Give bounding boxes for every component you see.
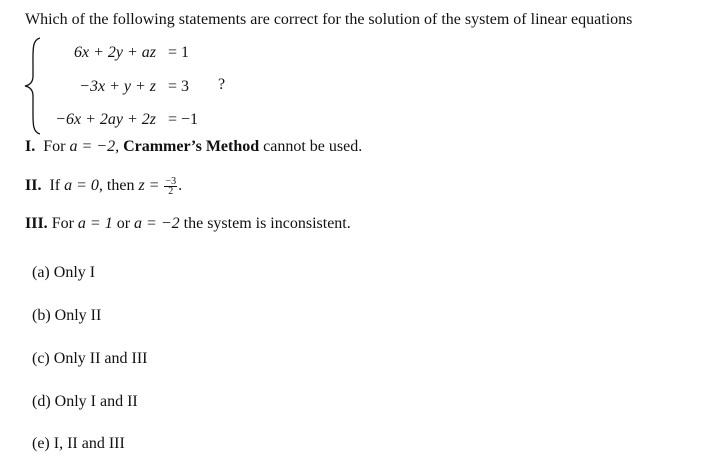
option-b[interactable] (32, 307, 101, 325)
statement-3 (25, 215, 351, 233)
option-c-letter: (c) (32, 350, 50, 367)
option-c-text: Only II and III (53, 350, 148, 367)
statement-3-mid: or (116, 215, 131, 232)
statement-2-math-a: a = 0 (64, 177, 99, 195)
statement-1-label: I. (25, 138, 36, 155)
statement-1-math: a = −2, (69, 138, 120, 155)
option-e-letter: (e) (32, 435, 50, 452)
option-d[interactable] (32, 393, 138, 411)
statement-3-math-a1: a = 1 (77, 215, 113, 232)
option-d-letter: (d) (32, 393, 51, 410)
option-b-letter: (b) (32, 307, 51, 324)
statement-1-bold: Crammer’s Method (123, 138, 260, 155)
question-mark: ? (218, 76, 226, 93)
fraction-numerator: −3 (165, 176, 177, 187)
equation-2-lhs: −3x + y + z (79, 78, 156, 95)
equation-3-lhs: −6x + 2ay + 2z (55, 111, 156, 128)
statement-3-label: III. (25, 215, 48, 232)
statement-2-math-z: z = (138, 177, 160, 195)
statement-1-pre: For (43, 138, 66, 155)
statement-2-label: II. (25, 177, 42, 195)
fraction-denominator: 2 (168, 186, 174, 197)
question-text: Which of the following statements are correct for the solution of the system of linear equations (25, 11, 633, 28)
option-c[interactable] (32, 350, 148, 368)
statement-1 (25, 138, 362, 156)
option-a-letter: (a) (32, 264, 50, 281)
option-b-text: Only II (54, 307, 102, 324)
option-d-text: Only I and II (54, 393, 138, 410)
equation-1-lhs: 6x + 2y + az (73, 44, 156, 61)
option-e[interactable] (32, 435, 125, 453)
statement-2-mid: , then (98, 177, 135, 195)
equation-1-rhs: = 1 (168, 44, 190, 61)
equation-2-rhs: = 3 (168, 78, 190, 95)
statement-2-pre: If (49, 177, 61, 195)
statement-2-fraction (164, 177, 177, 196)
option-a[interactable] (32, 264, 95, 282)
statement-3-math-a2: a = −2 (134, 215, 180, 232)
statement-2-post: . (178, 177, 183, 195)
option-a-text: Only I (53, 264, 96, 281)
statement-2 (25, 177, 182, 196)
equation-3-rhs: = −1 (168, 111, 199, 128)
statement-1-post: cannot be used. (263, 138, 363, 155)
statement-3-pre: For (51, 215, 74, 232)
option-e-text: I, II and III (53, 435, 125, 452)
statement-3-post: the system is inconsistent. (183, 215, 351, 232)
